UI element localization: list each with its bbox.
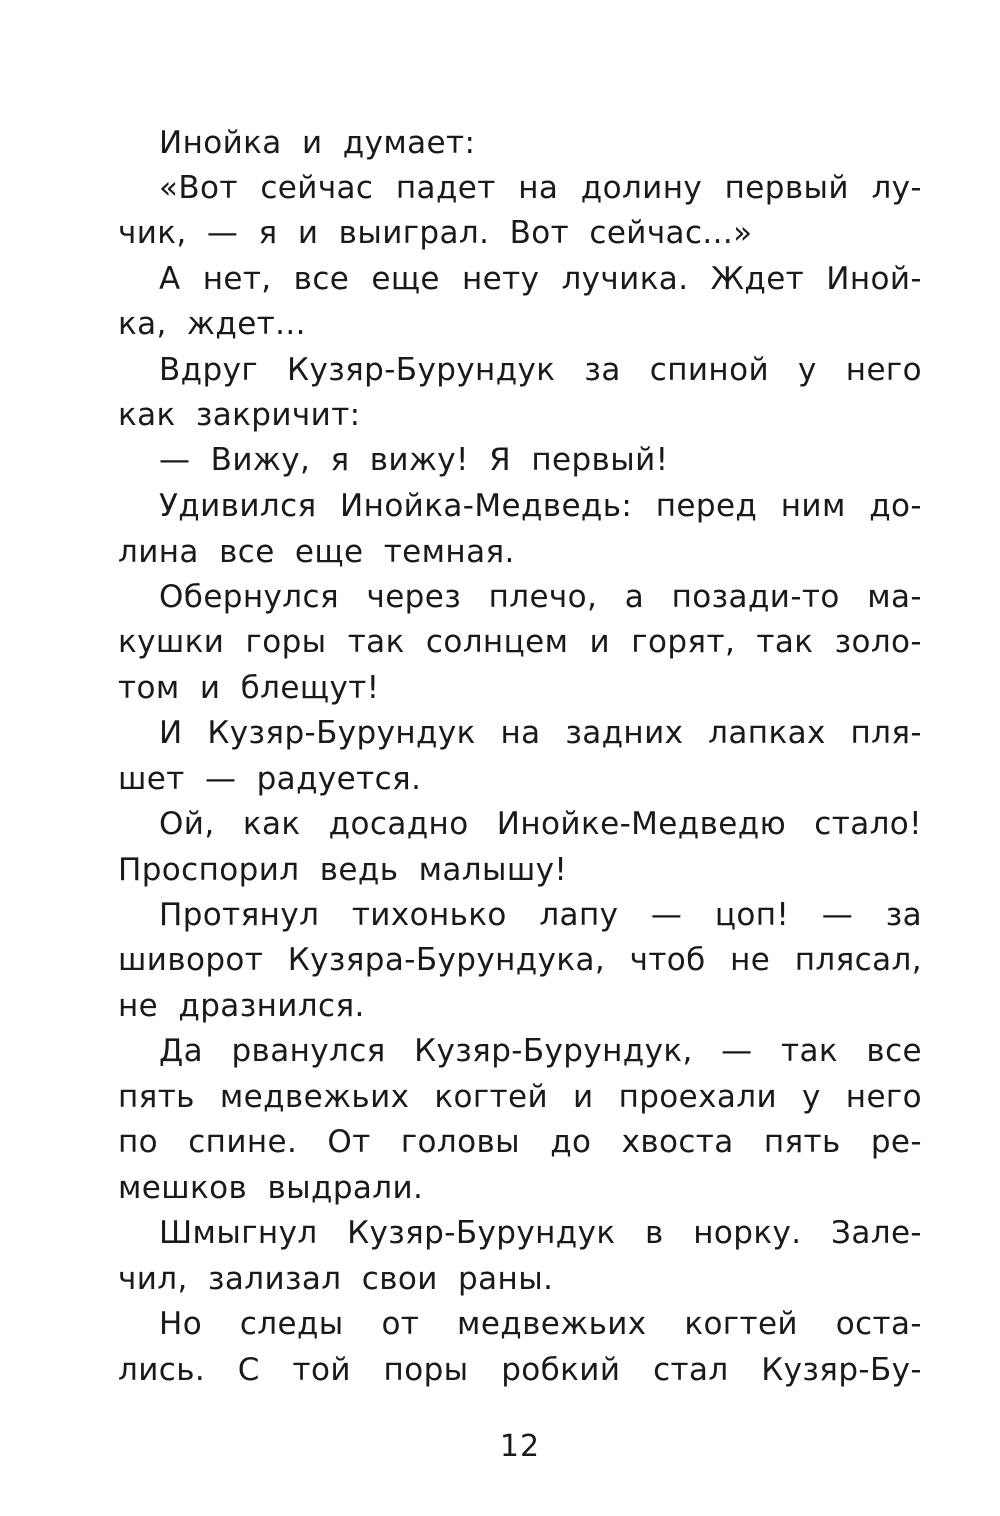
- text-line: лина все еще темная.: [118, 534, 515, 570]
- page-number: 12: [499, 1429, 541, 1464]
- text-line: мешков выдрали.: [118, 1170, 424, 1206]
- text-line: Вдруг Кузяр-Бурундук за спиной у него: [159, 352, 922, 388]
- text-line: не дразнился.: [118, 988, 365, 1024]
- text-line: «Вот сейчас падет на долину первый лу-: [159, 170, 922, 206]
- text-line: Но следы от медвежьих когтей оста-: [159, 1306, 922, 1342]
- text-line: как закричит:: [118, 397, 361, 433]
- text-line: Шмыгнул Кузяр-Бурундук в норку. Зале-: [159, 1215, 922, 1251]
- text-line: чик, — я и выиграл. Вот сейчас...»: [118, 215, 753, 251]
- text-line: Да рванулся Кузяр-Бурундук, — так все: [159, 1033, 922, 1069]
- text-line: пять медвежьих когтей и проехали у него: [118, 1079, 922, 1115]
- text-line: И Кузяр-Бурундук на задних лапках пля-: [159, 715, 922, 751]
- text-line: кушки горы так солнцем и горят, так золо-: [118, 624, 922, 660]
- text-line: чил, зализал свои раны.: [118, 1261, 554, 1297]
- text-line: шет — радуется.: [118, 761, 422, 797]
- text-line: Ой, как досадно Инойке-Медведю стало!: [159, 806, 922, 842]
- text-line: Проспорил ведь малышу!: [118, 852, 568, 888]
- text-line: Протянул тихонько лапу — цоп! — за: [159, 897, 922, 933]
- text-line: лись. С той поры робкий стал Кузяр-Бу-: [118, 1352, 922, 1388]
- text-line: Инойка и думает:: [159, 125, 476, 161]
- text-line: — Вижу, я вижу! Я первый!: [159, 442, 669, 478]
- text-line: том и блещут!: [118, 670, 380, 706]
- text-line: шиворот Кузяра-Бурундука, чтоб не плясал,: [118, 942, 922, 978]
- text-line: Обернулся через плечо, а позади-то ма-: [159, 579, 922, 615]
- text-line: ка, ждет...: [118, 306, 306, 342]
- text-line: А нет, все еще нету лучика. Ждет Иной-: [159, 261, 922, 297]
- text-line: Удивился Инойка-Медведь: перед ним до-: [159, 488, 922, 524]
- text-line: по спине. От головы до хвоста пять ре-: [118, 1124, 922, 1160]
